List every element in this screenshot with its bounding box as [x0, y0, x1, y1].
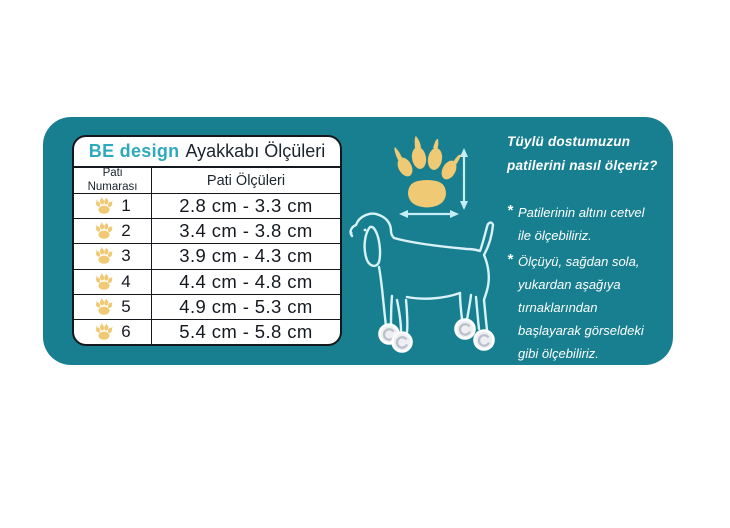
col-header-paw-size: Pati Ölçüleri	[206, 172, 286, 189]
table-row	[74, 243, 340, 268]
horizontal-measure-arrow-icon	[399, 210, 459, 218]
brand-name: BE design	[88, 141, 180, 161]
table-row	[74, 269, 340, 294]
big-paw-icon	[394, 136, 461, 208]
paw-size: 4.9 cm - 5.3 cm	[179, 295, 313, 317]
paw-icon	[94, 197, 114, 215]
paw-icon	[94, 323, 114, 341]
vertical-measure-arrow-icon	[460, 148, 468, 210]
paw-icon	[94, 273, 114, 291]
paw-number: 3	[121, 246, 131, 266]
paw-number: 5	[121, 296, 131, 316]
measuring-illustration	[345, 130, 510, 360]
paw-size: 5.4 cm - 5.8 cm	[179, 320, 313, 342]
col-header-paw-number: Pati Numarası	[74, 168, 152, 193]
paw-number: 6	[121, 321, 131, 341]
paw-number: 2	[121, 221, 131, 241]
paw-icon	[94, 298, 114, 316]
size-table	[72, 135, 342, 346]
bullet-asterisk: *	[507, 250, 513, 268]
table-row	[74, 218, 340, 243]
guide-heading: Tüylü dostumuzun patilerini nasıl ölçeriz?	[507, 134, 658, 173]
paw-size: 4.4 cm - 4.8 cm	[179, 270, 313, 292]
guide-bullet-text: Ölçüyü, sağdan sola, yukardan aşağıya tırnaklarından başlayarak görseldeki gibi ölçebiliriz.	[518, 253, 644, 361]
dog-outline-icon	[350, 214, 494, 332]
paw-icon	[94, 247, 114, 265]
size-table-title-text: Ayakkabı Ölçüleri	[185, 141, 326, 161]
paw-size: 2.8 cm - 3.3 cm	[179, 195, 313, 217]
paw-size: 3.9 cm - 4.3 cm	[179, 245, 313, 267]
bullet-asterisk: *	[507, 202, 513, 220]
table-row	[74, 294, 340, 319]
paw-size: 3.4 cm - 3.8 cm	[179, 220, 313, 242]
size-table-title	[74, 137, 340, 166]
paw-icon	[94, 222, 114, 240]
guide-bullet	[507, 250, 683, 366]
paw-number: 1	[121, 196, 131, 216]
teal-card	[43, 117, 673, 365]
table-header-row	[74, 166, 340, 193]
guide-bullet	[507, 201, 683, 247]
table-row	[74, 193, 340, 218]
guide-bullet-text: Patilerinin altını cetvel ile ölçebiliriz.	[518, 205, 645, 244]
measuring-guide	[507, 130, 683, 367]
dog-booties-icon	[380, 320, 494, 352]
paw-number: 4	[121, 271, 131, 291]
table-row	[74, 319, 340, 344]
